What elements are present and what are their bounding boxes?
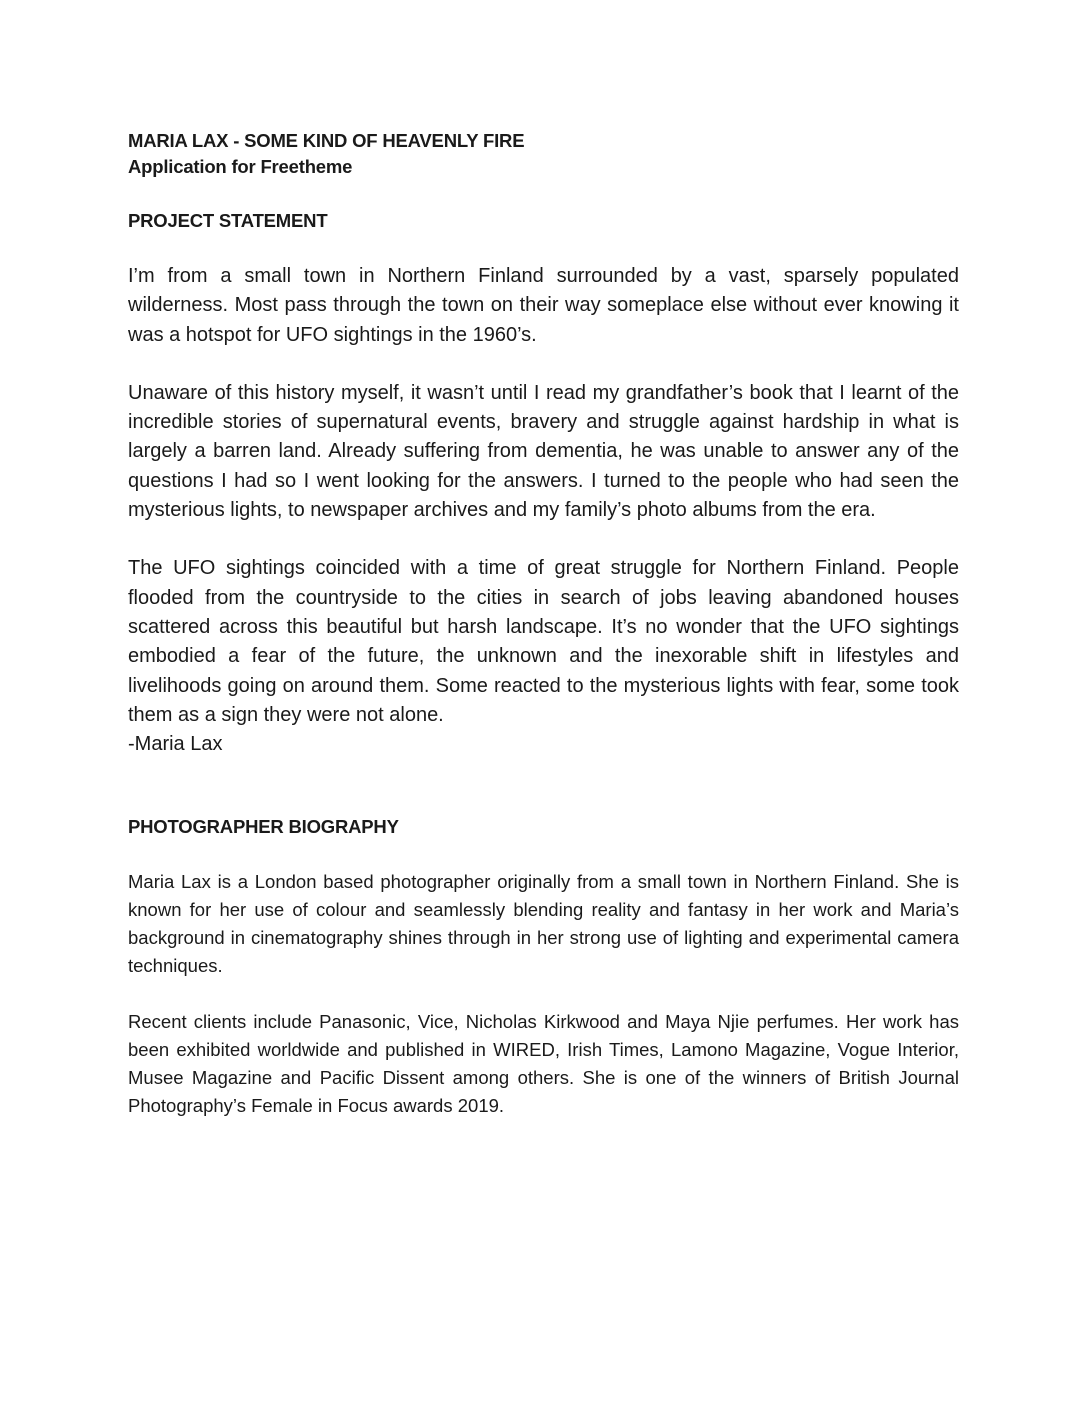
- biography-section: [128, 814, 959, 1120]
- project-statement-heading: PROJECT STATEMENT: [128, 210, 328, 231]
- document-subtitle: Application for Freetheme: [128, 156, 353, 177]
- statement-paragraph: Unaware of this history myself, it wasn’t until I read my grandfather’s book that I learnt of the incredible stories of supernatural events, bravery and struggle against hardship in what is largely a barren land. Already suffering from dementia, he was unable to answer any of the questions I had so I went looking for the answers. I turned to the people who had seen the mysterious lights, to newspaper archives and my family’s photo albums from the era.: [128, 381, 959, 522]
- project-statement-section: [128, 208, 959, 759]
- statement-signature: -Maria Lax: [128, 733, 223, 756]
- statement-paragraph: The UFO sightings coincided with a time of great struggle for Northern Finland. People flooded from the countryside to the cities in search of jobs leaving abandoned houses scattered across this beautiful but harsh landscape. It’s no wonder that the UFO sightings embodied a fear of the future, the unknown and the inexorable shift in lifestyles and livelihoods going on around them. Some reacted to the mysterious lights with fear, some took them as a sign they were not alone.: [128, 557, 959, 726]
- document-title: MARIA LAX - SOME KIND OF HEAVENLY FIRE: [128, 130, 525, 151]
- biography-paragraph: Recent clients include Panasonic, Vice, Nicholas Kirkwood and Maya Njie perfumes. Her work has been exhibited worldwide and published in WIRED, Irish Times, Lamono Magazine, Vogue Interior, Musee Magazine and Pacific Dissent among others. She is one of the winners of British Journal Photography’s Female in Focus awards 2019.: [128, 1011, 959, 1117]
- biography-heading: PHOTOGRAPHER BIOGRAPHY: [128, 816, 399, 838]
- biography-paragraph: Maria Lax is a London based photographer originally from a small town in Northern Finland. She is known for her use of colour and seamlessly blending reality and fantasy in her work and Maria’s background in cinematography shines through in her strong use of lighting and experimental camera techniques.: [128, 871, 959, 977]
- document-page: [128, 128, 959, 1120]
- statement-paragraph: I’m from a small town in Northern Finland surrounded by a vast, sparsely populated wilderness. Most pass through the town on their way someplace else without ever knowing it was a hotspot for UFO sightings in the 1960’s.: [128, 265, 959, 346]
